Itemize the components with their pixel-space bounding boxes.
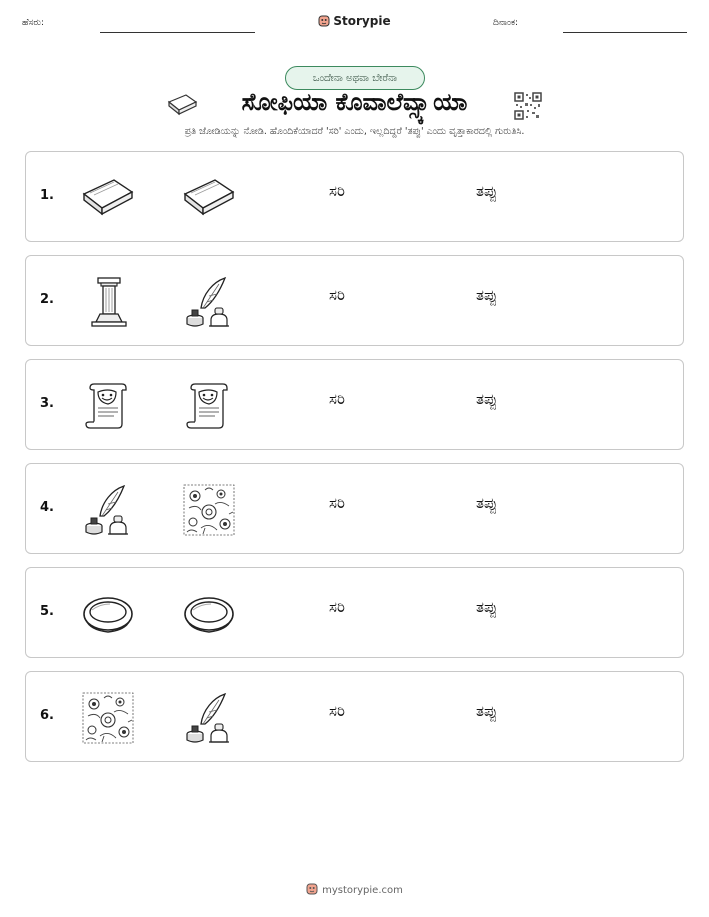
footer [0, 882, 709, 896]
ring-icon [181, 586, 237, 642]
answer-option-same[interactable]: ಸರಿ [329, 286, 345, 304]
pair-card [25, 151, 684, 242]
quill-inkwell-icon [181, 690, 237, 746]
name-label: ಹೆಸರು: [22, 18, 45, 28]
date-line[interactable] [563, 32, 687, 33]
theater-scroll-icon [181, 378, 237, 434]
brand [0, 14, 709, 28]
row-number: 5. [40, 604, 54, 619]
row-number: 3. [40, 396, 54, 411]
answer-option-same[interactable]: ಸರಿ [329, 182, 345, 200]
pair-card [25, 255, 684, 346]
answer-option-same[interactable]: ಸರಿ [329, 598, 345, 616]
pair-card [25, 359, 684, 450]
pair-card [25, 567, 684, 658]
row-number: 6. [40, 708, 54, 723]
brand-name: Storypie [333, 14, 391, 28]
row-number: 4. [40, 500, 54, 515]
theater-scroll-icon [80, 378, 136, 434]
answer-option-same[interactable]: ಸರಿ [329, 702, 345, 720]
worksheet-tag: ಒಂದೇನಾ ಅಥವಾ ಬೇರೆನಾ [285, 66, 425, 90]
row-number: 2. [40, 292, 54, 307]
answer-option-different[interactable]: ತಪ್ಪು [476, 182, 498, 200]
floral-pattern-icon [80, 690, 136, 746]
answer-option-different[interactable]: ತಪ್ಪು [476, 598, 498, 616]
book-icon [181, 170, 237, 226]
answer-option-same[interactable]: ಸರಿ [329, 494, 345, 512]
quill-inkwell-icon [80, 482, 136, 538]
footer-url[interactable]: mystorypie.com [322, 885, 403, 896]
qr-code-icon[interactable] [514, 92, 542, 120]
row-number: 1. [40, 188, 54, 203]
answer-option-different[interactable]: ತಪ್ಪು [476, 494, 498, 512]
storypie-logo-icon [318, 14, 330, 27]
pair-card [25, 463, 684, 554]
storypie-logo-icon [306, 882, 318, 895]
page-title: ಸೋಫಿಯಾ ಕೊವಾಲೆವ್ಸ್ಕಾಯಾ [241, 88, 468, 116]
answer-option-different[interactable]: ತಪ್ಪು [476, 702, 498, 720]
answer-option-same[interactable]: ಸರಿ [329, 390, 345, 408]
book-icon [80, 170, 136, 226]
answer-option-different[interactable]: ತಪ್ಪು [476, 286, 498, 304]
date-label: ದಿನಾಂಕ: [493, 18, 519, 28]
answer-option-different[interactable]: ತಪ್ಪು [476, 390, 498, 408]
quill-inkwell-icon [181, 274, 237, 330]
pedestal-icon [80, 274, 136, 330]
ring-icon [80, 586, 136, 642]
name-line[interactable] [100, 32, 255, 33]
pair-card [25, 671, 684, 762]
floral-pattern-icon [181, 482, 237, 538]
instructions: ಪ್ರತಿ ಜೋಡಿಯನ್ನು ನೋಡಿ. ಹೊಂದಿಕೆಯಾದರೆ 'ಸರಿ' ಎಂದು, ಇಲ್ಲದಿದ್ದರೆ 'ತಪ್ಪು' ಎಂದು ವೃತ್ತಾಕಾರದಲ್ಲಿ ಗುರುತಿಸಿ. [184, 126, 525, 137]
